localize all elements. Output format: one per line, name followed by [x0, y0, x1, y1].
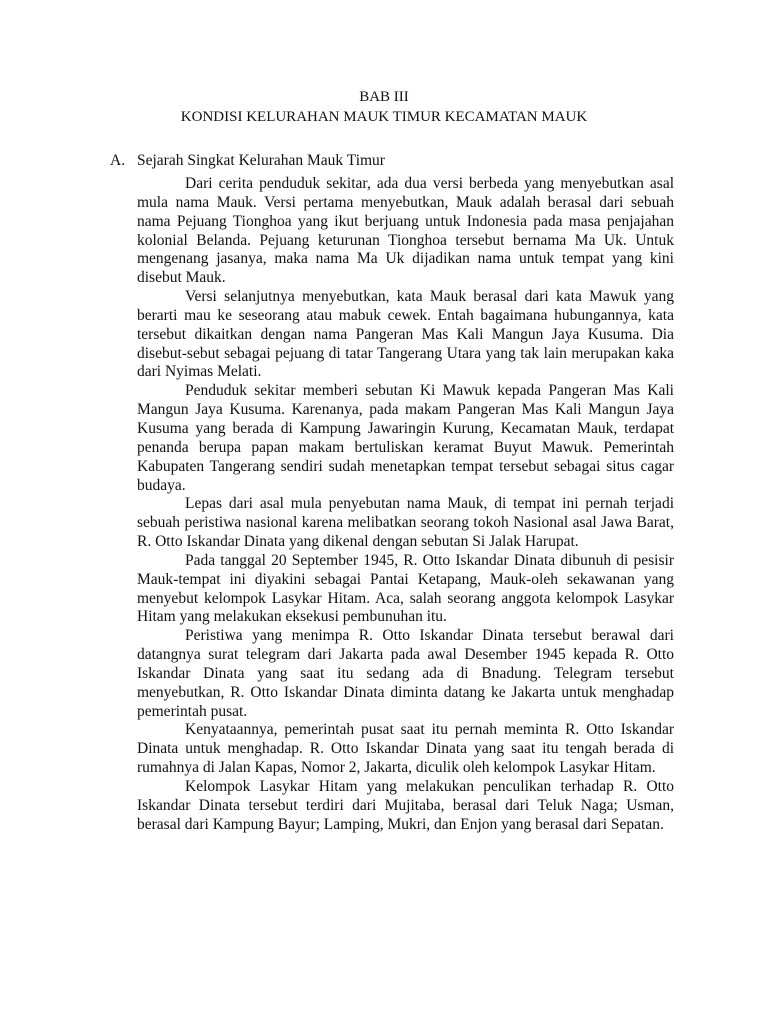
- chapter-number: BAB III: [359, 89, 409, 105]
- paragraph: Pada tanggal 20 September 1945, R. Otto Iskandar Dinata dibunuh di pesisir Mauk-tempat ini diyakini sebagai Pantai Ketapang, Mauk-oleh sekawanan yang menyebut kelompok Lasykar Hitam. Aca, salah seorang anggota kelompok Lasykar Hitam yang melakukan eksekusi pembunuhan itu.: [137, 551, 674, 626]
- paragraph: Penduduk sekitar memberi sebutan Ki Mawuk kepada Pangeran Mas Kali Mangun Jaya Kusuma. Karenanya, pada makam Pangeran Mas Kali Mangun Jaya Kusuma yang berada di Kampung Jawaringin Kurung, Kecamatan Mauk, terdapat penanda berupa papan makam bertuliskan keramat Buyut Mawuk. Pemerintah Kabupaten Tangerang sendiri sudah menetapkan tempat tersebut sebagai situs cagar budaya.: [137, 382, 674, 494]
- paragraph: Kelompok Lasykar Hitam yang melakukan penculikan terhadap R. Otto Iskandar Dinata tersebut terdiri dari Mujitaba, berasal dari Teluk Naga; Usman, berasal dari Kampung Bayur; Lamping, Mukri, dan Enjon yang berasal dari Sepatan.: [137, 778, 674, 833]
- paragraph: Peristiwa yang menimpa R. Otto Iskandar Dinata tersebut berawal dari datangnya surat telegram dari Jakarta pada awal Desember 1945 kepada R. Otto Iskandar Dinata yang saat itu sedang ada di Bnadung. Telegram tersebut menyebutkan, R. Otto Iskandar Dinata diminta datang ke Jakarta untuk menghadap pemerintah pusat.: [137, 627, 674, 720]
- body-text: [137, 175, 674, 835]
- paragraph: Lepas dari asal mula penyebutan nama Mauk, di tempat ini pernah terjadi sebuah peristiwa nasional karena melibatkan seorang tokoh Nasional asal Jawa Barat, R. Otto Iskandar Dinata yang dikenal dengan sebutan Si Jalak Harupat.: [137, 495, 674, 551]
- paragraph: Dari cerita penduduk sekitar, ada dua versi berbeda yang menyebutkan asal mula nama Mauk. Versi pertama menyebutkan, Mauk adalah berasal dari sebuah nama Pejuang Tionghoa yang ikut berjuang untuk Indonesia pada masa penjajahan kolonial Belanda. Pejuang keturunan Tionghoa tersebut bernama Ma Uk. Untuk mengenang jasanya, maka nama Ma Uk dijadikan nama untuk tempat yang kini disebut Mauk.: [137, 175, 674, 287]
- paragraph: Kenyataannya, pemerintah pusat saat itu pernah meminta R. Otto Iskandar Dinata untuk menghadap. R. Otto Iskandar Dinata yang saat itu tengah berada di rumahnya di Jalan Kapas, Nomor 2, Jakarta, diculik oleh kelompok Lasykar Hitam.: [137, 721, 674, 777]
- section-marker: A.: [110, 152, 126, 169]
- section-title: Sejarah Singkat Kelurahan Mauk Timur: [137, 152, 385, 169]
- paragraph: Versi selanjutnya menyebutkan, kata Mauk berasal dari kata Mawuk yang berarti mau ke seseorang atau mabuk cewek. Entah bagaimana hubungannya, kata tersebut dikaitkan dengan nama Pangeran Mas Kali Mangun Jaya Kusuma. Dia disebut-sebut sebagai pejuang di tatar Tangerang Utara yang tak lain merupakan kaka dari Nyimas Melati.: [137, 288, 674, 381]
- section-heading: [110, 151, 385, 171]
- chapter-title: KONDISI KELURAHAN MAUK TIMUR KECAMATAN MAUK: [180, 109, 588, 125]
